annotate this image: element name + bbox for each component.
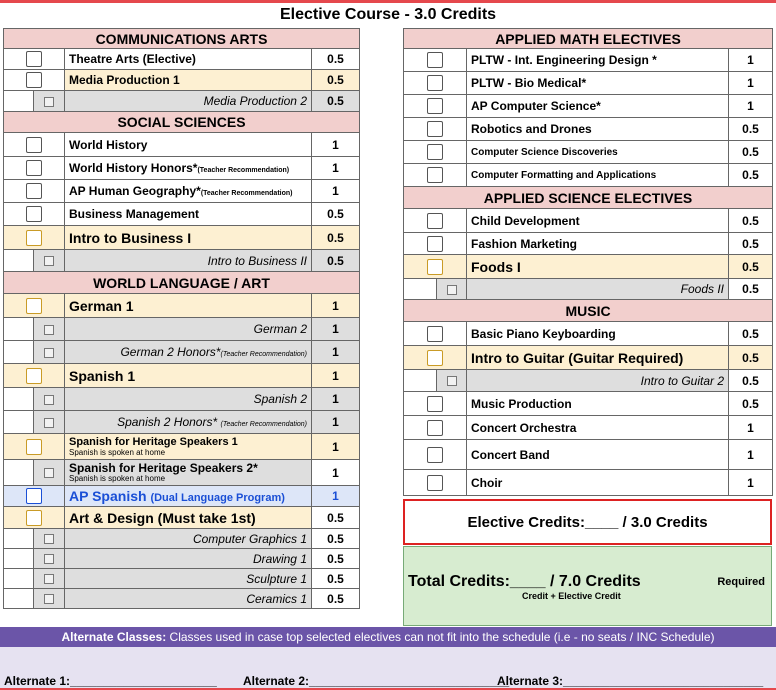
course-note: (Teacher Recommendation) (197, 167, 290, 174)
science-header: APPLIED SCIENCE ELECTIVES (404, 187, 773, 209)
course-note: (Teacher Recommendation) (220, 421, 307, 428)
course-credit: 1 (312, 180, 360, 203)
course-checkbox[interactable] (427, 144, 443, 160)
course-name: Computer Graphics 1 (65, 529, 312, 549)
course-checkbox[interactable] (44, 534, 54, 544)
left-course-table (3, 28, 360, 609)
course-name: Computer Formatting and Applications (467, 164, 729, 187)
course-credit: 0.5 (312, 507, 360, 529)
course-credit: 1 (312, 133, 360, 157)
page-title: Elective Course - 3.0 Credits (279, 6, 497, 23)
course-credit: 1 (312, 486, 360, 507)
course-credit: 0.5 (312, 529, 360, 549)
course-checkbox[interactable] (427, 475, 443, 491)
course-credit: 0.5 (729, 164, 773, 187)
right-course-table (403, 28, 773, 496)
course-name: Ceramics 1 (65, 589, 312, 609)
course-name: Fashion Marketing (467, 233, 729, 255)
course-name: Choir (467, 470, 729, 496)
course-note: Spanish is spoken at home (69, 447, 166, 457)
course-credit: 0.5 (729, 209, 773, 233)
course-name: Intro to Business II (65, 250, 312, 272)
course-checkbox[interactable] (447, 285, 457, 295)
course-checkbox[interactable] (427, 52, 443, 68)
course-name: Sculpture 1 (65, 569, 312, 589)
course-name: Computer Science Discoveries (467, 141, 729, 164)
course-credit: 1 (312, 460, 360, 486)
course-credit: 0.5 (312, 569, 360, 589)
course-note: (Teacher Recommendation) (200, 190, 293, 197)
course-name: Drawing 1 (65, 549, 312, 569)
course-checkbox[interactable] (26, 137, 42, 153)
alternate-classes-title: Alternate Classes: (61, 630, 167, 644)
course-note: (Teacher Recommendation) (220, 351, 307, 358)
course-credit: 1 (312, 157, 360, 180)
course-credit: 1 (312, 388, 360, 411)
total-required-label: Required (717, 576, 765, 588)
course-credit: 1 (729, 440, 773, 470)
elective-credits-box[interactable]: Elective Credits:____ / 3.0 Credits (403, 499, 772, 545)
total-credits-subtitle: Credit + Elective Credit (522, 591, 621, 601)
math-header: APPLIED MATH ELECTIVES (404, 29, 773, 49)
course-name: Intro to Business I (65, 226, 312, 250)
course-checkbox[interactable] (44, 97, 54, 107)
course-checkbox[interactable] (44, 348, 54, 358)
course-name: Foods I (467, 255, 729, 279)
course-name: PLTW - Int. Engineering Design * (467, 49, 729, 72)
course-credit: 0.5 (312, 250, 360, 272)
course-name: Basic Piano Keyboarding (467, 322, 729, 346)
course-credit: 1 (729, 95, 773, 118)
course-checkbox[interactable] (427, 236, 443, 252)
course-checkbox[interactable] (427, 350, 443, 366)
course-checkbox[interactable] (26, 230, 42, 246)
course-name: German 1 (65, 294, 312, 318)
course-checkbox[interactable] (26, 72, 42, 88)
course-checkbox[interactable] (427, 167, 443, 183)
course-name: AP Spanish (69, 488, 147, 504)
course-credit: 0.5 (729, 279, 773, 300)
course-checkbox[interactable] (427, 121, 443, 137)
course-credit: 1 (312, 341, 360, 364)
course-checkbox[interactable] (44, 325, 54, 335)
top-divider (0, 0, 776, 3)
course-name: Media Production 1 (65, 70, 312, 91)
alternate-row (0, 647, 776, 690)
language-header: WORLD LANGUAGE / ART (4, 272, 360, 294)
course-checkbox[interactable] (427, 213, 443, 229)
course-name: Theatre Arts (Elective) (65, 49, 312, 70)
course-credit: 1 (729, 416, 773, 440)
course-checkbox[interactable] (427, 396, 443, 412)
course-checkbox[interactable] (44, 468, 54, 478)
course-checkbox[interactable] (26, 368, 42, 384)
course-name: Art & Design (Must take 1st) (65, 507, 312, 529)
course-credit: 1 (312, 364, 360, 388)
course-credit: 0.5 (312, 70, 360, 91)
course-checkbox[interactable] (26, 298, 42, 314)
course-name: Child Development (467, 209, 729, 233)
course-name: Spanish 1 (65, 364, 312, 388)
course-checkbox[interactable] (26, 439, 42, 455)
course-credit: 0.5 (729, 322, 773, 346)
course-checkbox[interactable] (447, 376, 457, 386)
course-name: Concert Band (467, 440, 729, 470)
course-name: Music Production (467, 392, 729, 416)
course-credit: 0.5 (729, 141, 773, 164)
course-credit: 0.5 (729, 233, 773, 255)
course-checkbox[interactable] (427, 447, 443, 463)
course-checkbox[interactable] (44, 256, 54, 266)
communications-header: COMMUNICATIONS ARTS (4, 29, 360, 49)
course-checkbox[interactable] (44, 418, 54, 428)
course-credit: 1 (312, 434, 360, 460)
course-credit: 0.5 (312, 203, 360, 226)
course-name: PLTW - Bio Medical* (467, 72, 729, 95)
course-name: World History Honors* (69, 161, 198, 175)
social-header: SOCIAL SCIENCES (4, 112, 360, 133)
course-name: Spanish for Heritage Speakers 1 (69, 435, 238, 448)
course-name: AP Human Geography* (69, 184, 201, 198)
course-name: Business Management (65, 203, 312, 226)
course-name: Media Production 2 (65, 91, 312, 112)
alternate-3-field[interactable]: Alternate 3:______________________________ (497, 674, 764, 688)
course-credit: 0.5 (729, 370, 773, 392)
course-credit: 0.5 (312, 549, 360, 569)
course-credit: 0.5 (729, 118, 773, 141)
total-credits-box (403, 546, 772, 626)
course-checkbox[interactable] (427, 259, 443, 275)
course-name: Intro to Guitar (Guitar Required) (467, 346, 729, 370)
course-checkbox[interactable] (44, 574, 54, 584)
course-name: Robotics and Drones (467, 118, 729, 141)
alternate-1-field[interactable]: Alternate 1:______________________ (4, 674, 217, 688)
course-credit: 0.5 (729, 346, 773, 370)
course-note: Spanish is spoken at home (69, 473, 166, 483)
course-checkbox[interactable] (44, 554, 54, 564)
course-name: Spanish 2 (65, 388, 312, 411)
course-credit: 0.5 (312, 226, 360, 250)
course-credit: 1 (312, 294, 360, 318)
course-note: (Dual Language Program) (150, 492, 285, 504)
course-checkbox[interactable] (26, 488, 42, 504)
course-checkbox[interactable] (26, 51, 42, 67)
course-credit: 0.5 (312, 589, 360, 609)
course-credit: 0.5 (312, 91, 360, 112)
course-name: AP Computer Science* (467, 95, 729, 118)
course-credit: 0.5 (729, 255, 773, 279)
course-name: Intro to Guitar 2 (467, 370, 729, 392)
course-name: Concert Orchestra (467, 416, 729, 440)
course-credit: 1 (729, 49, 773, 72)
course-credit: 1 (312, 318, 360, 341)
course-name: Foods II (467, 279, 729, 300)
course-checkbox[interactable] (44, 395, 54, 405)
course-credit: 0.5 (312, 49, 360, 70)
course-checkbox[interactable] (427, 98, 443, 114)
alternate-classes-description: Classes used in case top selected electives can not fit into the schedule (i.e - no seats / INC Schedule) (166, 630, 715, 644)
alternate-classes-banner (0, 627, 776, 647)
course-checkbox[interactable] (26, 206, 42, 222)
course-name: Spanish 2 Honors* (117, 415, 218, 429)
course-checkbox[interactable] (427, 326, 443, 342)
course-credit: 1 (729, 470, 773, 496)
music-header: MUSIC (404, 300, 773, 322)
course-name: German 2 (65, 318, 312, 341)
course-credit: 1 (729, 72, 773, 95)
course-name: German 2 Honors* (120, 345, 221, 359)
course-checkbox[interactable] (26, 183, 42, 199)
course-checkbox[interactable] (44, 594, 54, 604)
course-credit: 0.5 (729, 392, 773, 416)
total-credits-label[interactable]: Total Credits:____ / 7.0 Credits (408, 573, 641, 590)
alternate-2-field[interactable]: Alternate 2:______________________________ (243, 674, 510, 688)
course-checkbox[interactable] (26, 160, 42, 176)
course-checkbox[interactable] (427, 75, 443, 91)
course-checkbox[interactable] (427, 420, 443, 436)
course-checkbox[interactable] (26, 510, 42, 526)
course-credit: 1 (312, 411, 360, 434)
course-name: Spanish for Heritage Speakers 2* (69, 460, 258, 475)
course-name: World History (65, 133, 312, 157)
